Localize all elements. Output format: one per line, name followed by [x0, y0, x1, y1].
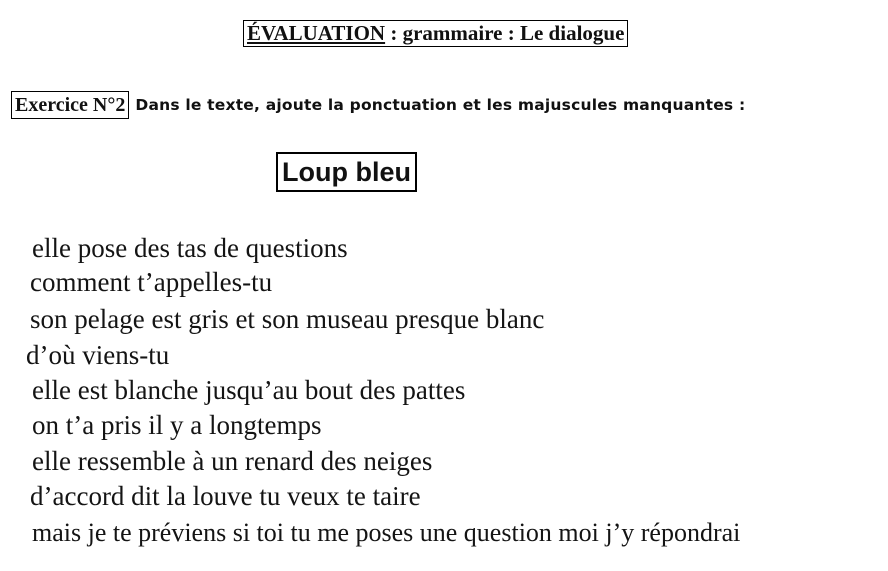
title-rest: : grammaire : Le dialogue: [385, 21, 625, 45]
story-title: Loup bleu: [276, 152, 417, 192]
story-line-1: elle pose des tas de questions: [32, 233, 348, 263]
story-line-9: mais je te préviens si toi tu me poses une question moi j’y répondrai: [32, 518, 741, 547]
title-underlined-part: ÉVALUATION: [247, 21, 386, 45]
story-line-6: on t’a pris il y a longtemps: [32, 410, 322, 440]
story-line-2: comment t’appelles-tu: [30, 267, 273, 297]
story-line-7: elle ressemble à un renard des neiges: [32, 446, 433, 476]
story-line-3: son pelage est gris et son museau presque blanc: [30, 304, 545, 334]
exercise-instruction: Dans le texte, ajoute la ponctuation et les majuscules manquantes :: [135, 96, 746, 114]
story-line-5: elle est blanche jusqu’au bout des pattes: [32, 375, 466, 405]
exercise-label: Exercice N°2: [11, 91, 129, 119]
story-line-8: d’accord dit la louve tu veux te taire: [30, 481, 421, 511]
story-line-4: d’où viens-tu: [26, 340, 170, 370]
